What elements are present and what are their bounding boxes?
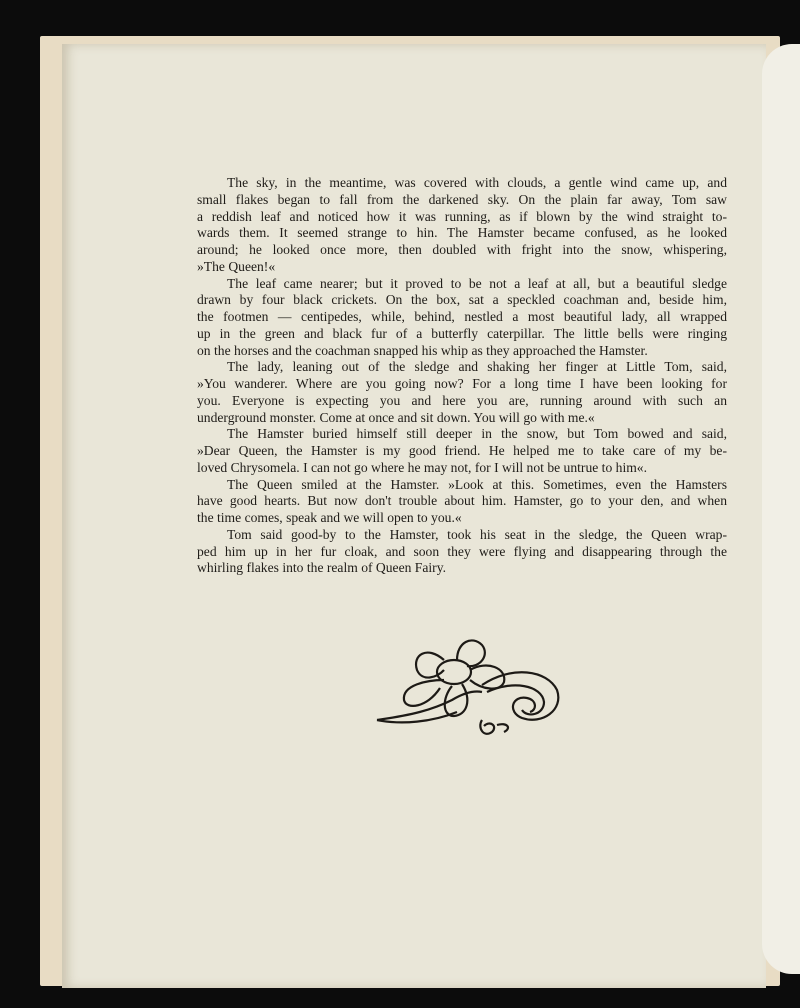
text-line: you. Everyone is expecting you and here you are, running around with such an [197,392,727,408]
text-line: The Hamster buried himself still deeper in the snow, but Tom bowed and said, [227,426,727,442]
text-line: up in the green and black fur of a butterfly caterpillar. The little bells were ringing [197,325,727,341]
text-line: »You wanderer. Where are you going now? For a long time I have been looking for [197,376,727,391]
text-line: small flakes began to fall from the darkened sky. On the plain far away, Tom saw [197,191,727,207]
text-line: a reddish leaf and noticed how it was running, as if blown by the wind straight to- [197,208,727,224]
text-line: have good hearts. But now don't trouble about him. Hamster, go to your den, and when [197,493,727,509]
text-line: The lady, leaning out of the sledge and shaking her finger at Little Tom, said, [227,359,727,375]
text-line: on the horses and the coachman snapped his whip as they approached the Hamster. [197,342,648,358]
text-line: the footmen — centipedes, while, behind, nestled a most beautiful lady, all wrapped [197,309,727,324]
paragraph [197,276,727,360]
text-line: loved Chrysomela. I can not go where he may not, for I will not be untrue to him«. [197,459,648,475]
text-line: Tom said good-by to the Hamster, took his seat in the sledge, the Queen wrap- [227,526,727,542]
text-line: whirling flakes into the realm of Queen Fairy. [197,560,447,576]
flower-ornament-icon [372,630,567,742]
text-line: ped him up in her fur cloak, and soon they were flying and disappearing through the [197,543,727,559]
text-line: The sky, in the meantime, was covered with clouds, a gentle wind came up, and [227,175,727,190]
text-line: underground monster. Come at once and sit down. You will go with me.« [197,409,595,425]
text-line: »Dear Queen, the Hamster is my good friend. He helped me to take care of my be- [197,443,727,458]
text-line: drawn by four black crickets. On the box, sat a speckled coachman and, beside him, [197,292,727,308]
text-line: The Queen smiled at the Hamster. »Look at this. Sometimes, even the Hamsters [227,476,727,492]
paragraph [197,426,727,476]
text-line: the time comes, speak and we will open to you.« [197,510,462,525]
text-line: »The Queen!« [197,258,276,274]
next-page-edge [762,44,800,974]
text-line: The leaf came nearer; but it proved to be not a leaf at all, but a beautiful sledge [227,275,727,291]
story-text [197,175,727,577]
paragraph [197,527,727,577]
paragraph [197,477,727,527]
text-line: wards them. It seemed strange to hin. The Hamster became confused, as he looked [197,225,727,241]
text-line: around; he looked once more, then doubled with fright into the snow, whispering, [197,242,727,257]
paragraph [197,175,727,276]
paragraph [197,359,727,426]
